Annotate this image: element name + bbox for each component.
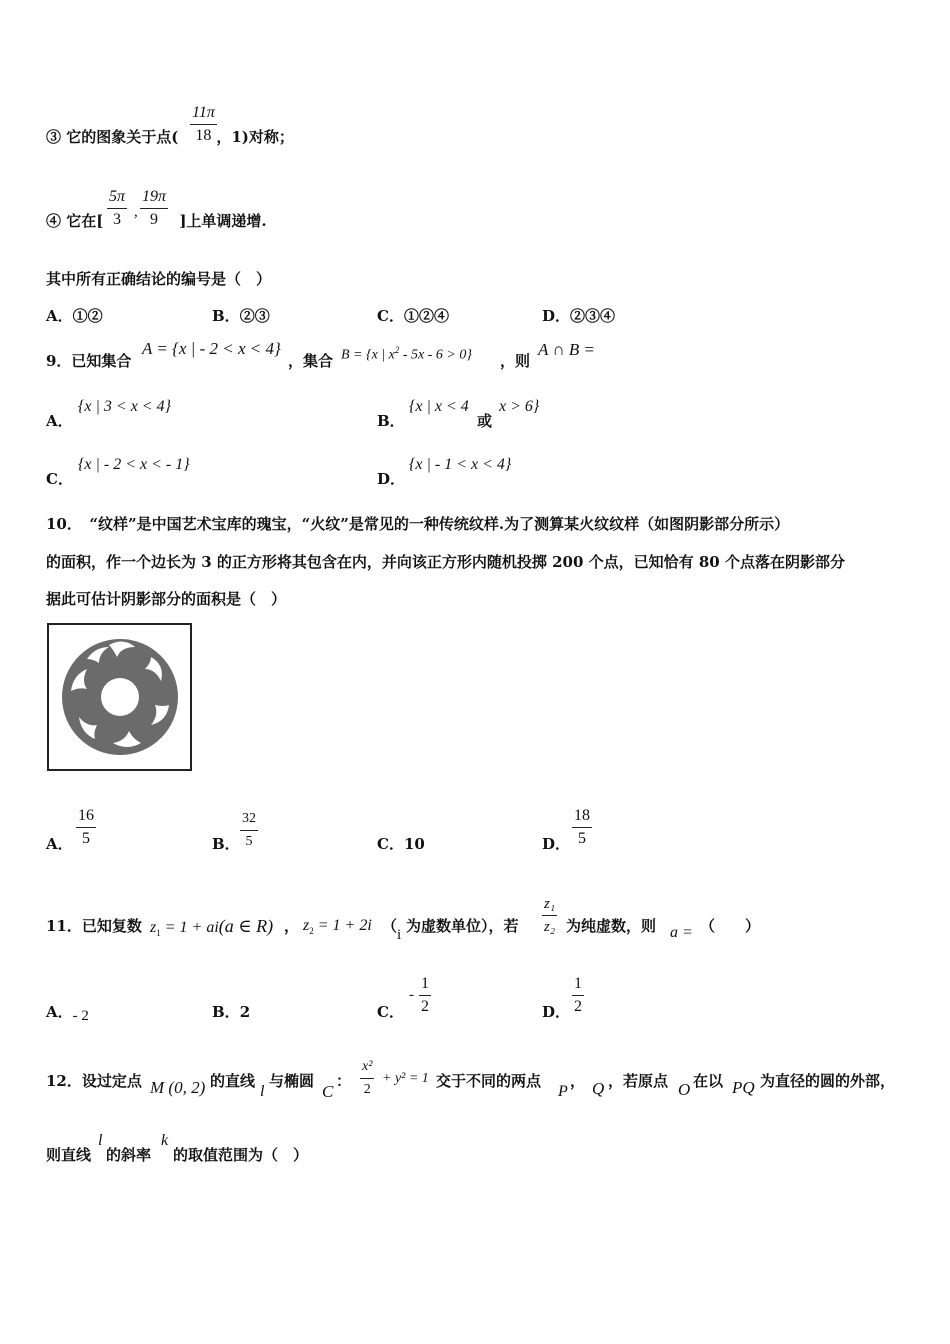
q12-origin: ，若原点 (608, 1072, 669, 1090)
q8-option-b[interactable] (212, 305, 270, 326)
q8-option-c[interactable] (377, 305, 449, 326)
option-label: C． (377, 835, 404, 853)
item-4-fraction-1 (107, 188, 127, 229)
frac-num: 32 (242, 811, 256, 826)
item-4-fraction-2 (140, 188, 168, 229)
q12-intersect: 交于不同的两点 (436, 1072, 542, 1090)
q12-line2-b: 的斜率 (106, 1146, 152, 1164)
q12-line2-c: 的取值范围为（ ） (173, 1146, 309, 1164)
option-or: 或 (477, 412, 493, 430)
z2-expr: = 1 + 2i (313, 917, 372, 934)
q11-a-eq: a = (670, 924, 693, 941)
frac-num: 1 (421, 975, 429, 992)
option-fraction (240, 810, 258, 851)
q12-fraction (360, 1058, 374, 1099)
q12-in: 在以 (693, 1072, 724, 1090)
fire-pattern-image (49, 625, 190, 769)
q11-lead: 11．已知复数 (46, 917, 142, 935)
item-4-f2-den: 9 (150, 211, 158, 228)
option-fraction (572, 975, 584, 1016)
item-3-frac-num: 11π (192, 104, 215, 121)
q12-k: k (161, 1132, 169, 1149)
option-label: D． (377, 470, 406, 488)
option-text-pre: {x | x < 4 (409, 398, 469, 415)
q9-expr: A ∩ B = (538, 340, 595, 359)
frac-den: z₂ (544, 919, 556, 935)
frac-den: 2 (574, 998, 582, 1015)
option-label: B． (212, 307, 240, 325)
fire-pattern-figure (47, 623, 192, 771)
q12-o: O (678, 1080, 691, 1099)
option-label: B． (377, 412, 405, 430)
q10-line-3: 据此可估计阴影部分的面积是（ ） (46, 590, 287, 608)
option-text-post: x > 6} (499, 398, 540, 415)
option-fraction (419, 975, 431, 1016)
option-label: C． (377, 307, 404, 325)
option-label: A． (46, 412, 73, 430)
item-3-fraction (190, 104, 217, 145)
frac-den: 5 (245, 834, 253, 849)
q11-z2 (303, 917, 372, 940)
option-text: 2 (239, 1003, 251, 1021)
q11-z1 (150, 917, 273, 942)
q12-p: P (558, 1083, 568, 1100)
q8-option-a[interactable] (46, 305, 103, 326)
q12-y2: + y² = 1 (382, 1071, 429, 1086)
q12-line-of: 的直线 (210, 1072, 256, 1090)
option-text: ②③④ (570, 307, 616, 325)
q11-option-a[interactable] (46, 1001, 89, 1022)
frac-num: 1 (574, 975, 582, 992)
q10-line-2: 的面积，作一个边长为 3 的正方形将其包含在内，并向该正方形内随机投掷 200 个点，已知恰有 80 个点落在阴影部分 (46, 553, 845, 571)
option-text: ①② (72, 307, 103, 325)
frac-num: z₁ (544, 896, 556, 912)
option-text: ①②④ (403, 307, 449, 325)
q12-lead: 12．设过定点 (46, 1072, 142, 1090)
q12-q: Q (592, 1079, 605, 1098)
frac-den: 2 (363, 1082, 371, 1097)
q12-c: C (322, 1082, 334, 1101)
q10-line-1: 10． “纹样”是中国艺术宝库的瑰宝，“火纹”是常见的一种传统纹样.为了测算某火纹纹样（如图阴影部分所示） (46, 515, 790, 533)
q11-fraction (542, 895, 557, 936)
option-text: - 2 (72, 1008, 89, 1024)
q9-set-a: A = {x | - 2 < x < 4} (142, 339, 281, 358)
option-text: 10 (403, 835, 425, 853)
option-label: D． (542, 1003, 571, 1021)
item-4-f1-num: 5π (109, 188, 126, 205)
q11-option-b[interactable] (212, 1001, 250, 1022)
q11-blank: （ ） (700, 917, 761, 935)
item-4-f2-num: 19π (142, 188, 167, 205)
q9-mid: ，集合 (288, 352, 334, 370)
item-4-f1-den: 3 (113, 211, 121, 228)
frac-num: 16 (78, 807, 94, 824)
q12-l: l (260, 1083, 265, 1100)
q12-line2-a: 则直线 (46, 1146, 92, 1164)
option-text: {x | - 1 < x < 4} (409, 456, 512, 473)
q12-with: 与椭圆 (269, 1072, 315, 1090)
option-label: A． (46, 835, 73, 853)
q8-question: 其中所有正确结论的编号是（ ） (46, 270, 272, 288)
option-label: A． (46, 307, 73, 325)
item-4-suffix: ]上单调递增. (179, 212, 267, 230)
option-fraction (572, 807, 592, 848)
option-label: A． (46, 1003, 73, 1021)
frac-num: 18 (574, 807, 590, 824)
q9-set-b-exp: 2 (394, 345, 400, 355)
option-label: C． (377, 1003, 404, 1021)
z2-symbol: z (303, 917, 310, 934)
q9-set-b-post: - 5x - 6 > 0} (399, 347, 472, 363)
q12-colon: ： (336, 1072, 352, 1090)
frac-den: 5 (578, 830, 586, 847)
item-4-comma: , (134, 204, 138, 220)
q12-pq: PQ (732, 1078, 755, 1097)
z1-expr: = 1 + ai (160, 919, 219, 936)
option-text: {x | - 2 < x < - 1} (78, 456, 190, 473)
q12-l2: l (98, 1132, 103, 1149)
option-text: {x | 3 < x < 4} (78, 398, 171, 415)
q12-comma: ， (570, 1072, 586, 1090)
option-label: D． (542, 307, 571, 325)
option-label: B． (212, 1003, 240, 1021)
q8-option-d[interactable] (542, 305, 615, 326)
q9-then: ，则 (500, 352, 531, 370)
q11-i: i (397, 927, 402, 943)
item-3-suffix: ，1)对称； (216, 128, 294, 146)
option-sign: - (409, 987, 414, 1003)
option-label: D． (542, 835, 571, 853)
option-label: C． (46, 470, 73, 488)
item-4-prefix: ④ 它在[ (46, 212, 104, 230)
q11-unit: 为虚数单位），若 (406, 917, 519, 935)
z1-symbol: z (150, 919, 157, 936)
item-3 (46, 128, 294, 146)
q9-set-b-pre: B = {x | x (341, 347, 395, 363)
q11-pure: 为纯虚数，则 (566, 917, 657, 935)
q9-set-b (341, 341, 472, 365)
q11-paren: （ (382, 917, 398, 935)
q11-sep: ， (284, 917, 300, 935)
frac-num: x² (362, 1059, 373, 1074)
frac-den: 5 (82, 830, 90, 847)
z1-sub: 1 (156, 928, 161, 939)
item-3-prefix: ③ 它的图象关于点( (46, 128, 179, 146)
option-text: ②③ (239, 307, 270, 325)
frac-den: 2 (421, 998, 429, 1015)
q10-option-c[interactable] (377, 833, 425, 854)
q12-point-m: M (0, 2) (150, 1078, 206, 1097)
item-3-frac-den: 18 (195, 127, 212, 144)
z1-cond: (a ∈ R) (218, 916, 274, 936)
z2-sub: 2 (309, 926, 314, 937)
option-label: B． (212, 835, 240, 853)
q9-lead: 9．已知集合 (46, 352, 132, 370)
option-fraction (76, 807, 96, 848)
q12-outside: 为直径的圆的外部， (760, 1072, 896, 1090)
